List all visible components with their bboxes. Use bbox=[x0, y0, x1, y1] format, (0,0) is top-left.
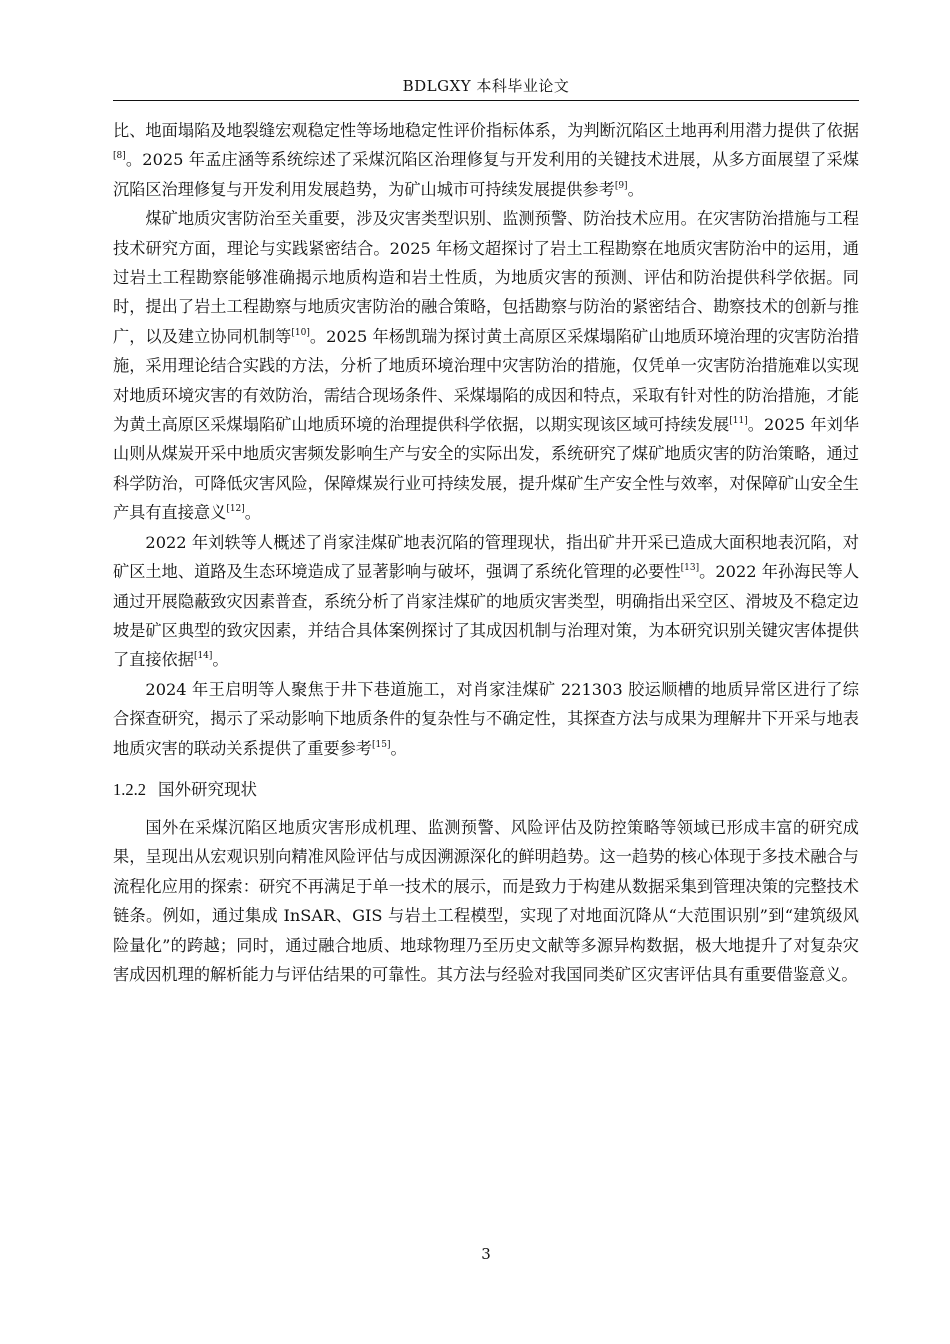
running-header: BDLGXY 本科毕业论文 bbox=[402, 77, 570, 95]
paragraph bbox=[113, 116, 859, 204]
section-number: 1.2.2 bbox=[113, 779, 146, 799]
citation-ref: [12] bbox=[226, 504, 245, 515]
paragraphs-after-section bbox=[113, 813, 859, 989]
paragraph-text: 。 bbox=[212, 650, 229, 670]
paragraph-text: 2022 年刘轶等人概述了肖家洼煤矿地表沉陷的管理现状，指出矿井开采已造成大面积地表沉陷，对矿区土地、道路及生态环境造成了显著影响与破坏，强调了系统化管理的必要性 bbox=[113, 532, 859, 582]
paragraph-text: 。2025 年孟庄涵等系统综述了采煤沉陷区治理修复与开发利用的关键技术进展，从多方面展望了采煤沉陷区治理修复与开发利用发展趋势，为矿山城市可持续发展提供参考 bbox=[113, 150, 859, 199]
citation-ref: [14] bbox=[193, 651, 213, 662]
paragraph-text: 比、地面塌陷及地裂缝宏观稳定性等场地稳定性评价指标体系，为判断沉陷区土地再利用潜力提供了依据 bbox=[113, 121, 859, 140]
paragraph-text: 。 bbox=[244, 503, 261, 523]
section-title: 国外研究现状 bbox=[158, 779, 257, 799]
body-text bbox=[113, 116, 859, 989]
paragraph-text: 。2022 年孙海民等人通过开展隐蔽致灾因素普查，系统分析了肖家洼煤矿的地质灾害类型，明确指出采空区、滑坡及不稳定边坡是矿区典型的致灾因素，并结合具体案例探讨了其成因机制与治理对策，为本研究识别关键灾害体提供了直接依据 bbox=[113, 562, 860, 670]
paragraph bbox=[113, 204, 859, 527]
paragraph bbox=[113, 813, 859, 989]
paragraph-text: 煤矿地质灾害防治至关重要，涉及灾害类型识别、监测预警、防治技术应用。在灾害防治措施与工程技术研究方面，理论与实践紧密结合。2025 年杨文超探讨了岩土工程勘察在地质灾害防治中的运用，通过岩土工程勘察能够准确揭示地质构造和岩土性质，为地质灾害的预测、评估和防治提供科学依据。同时，提出了岩土工程勘察与地质灾害防治的融合策略，包括勘察与防治的紧密结合、勘察技术的创新与推广，以及建立协同机制等 bbox=[113, 209, 859, 346]
citation-ref: [13] bbox=[680, 563, 700, 574]
paragraph bbox=[113, 528, 859, 675]
citation-ref: [9] bbox=[614, 180, 628, 191]
page-number: 3 bbox=[481, 1245, 491, 1263]
citation-ref: [15] bbox=[372, 739, 391, 750]
paragraph-text: 。 bbox=[390, 738, 407, 758]
paragraph-text: 。 bbox=[627, 179, 644, 199]
citation-ref: [8] bbox=[113, 151, 126, 162]
section-heading bbox=[113, 777, 859, 803]
paragraphs-before-section bbox=[113, 116, 859, 763]
paragraph bbox=[113, 675, 859, 763]
citation-ref: [11] bbox=[729, 416, 748, 427]
paragraph-text: 。2025 年刘华山则从煤炭开采中地质灾害频发影响生产与安全的实际出发，系统研究了煤矿地质灾害的防治策略，通过科学防治，可降低灾害风险，保障煤炭行业可持续发展，提升煤矿生产安全性与效率，对保障矿山安全生产具有直接意义 bbox=[113, 415, 860, 523]
paragraph-text: 2024 年王启明等人聚焦于井下巷道施工，对肖家洼煤矿 221303 胶运顺槽的地质异常区进行了综合探查研究，揭示了采动影响下地质条件的复杂性与不确定性，其探查方法与成果为理解井下开采与地表地质灾害的联动关系提供了重要参考 bbox=[113, 679, 859, 758]
paragraph-text: 。2025 年杨凯瑞为探讨黄土高原区采煤塌陷矿山地质环境治理的灾害防治措施，采用理论结合实践的方法，分析了地质环境治理中灾害防治的措施，仅凭单一灾害防治措施难以实现对地质环境灾害的有效防治，需结合现场条件、采煤塌陷的成因和特点，采取有针对性的防治措施，才能为黄土高原区采煤塌陷矿山地质环境的治理提供科学依据，以期实现该区域可持续发展 bbox=[113, 326, 860, 435]
paragraph-text: 国外在采煤沉陷区地质灾害形成机理、监测预警、风险评估及防控策略等领域已形成丰富的研究成果，呈现出从宏观识别向精准风险评估与成因溯源深化的鲜明趋势。这一趋势的核心体现于多技术融合与流程化应用的探索：研究不再满足于单一技术的展示，而是致力于构建从数据采集到管理决策的完整技术链条。例如，通过集成 InSAR、GIS 与岩土工程模型，实现了对地面沉降从“大范围识别”到“建筑级风险量化”的跨越；同时，通过融合地质、地球物理乃至历史文献等多源异构数据，极大地提升了对复杂灾害成因机理的解析能力与评估结果的可靠性。其方法与经验对我国同类矿区灾害评估具有重要借鉴意义。 bbox=[113, 817, 859, 984]
header-divider bbox=[113, 100, 859, 101]
citation-ref: [10] bbox=[291, 327, 310, 338]
